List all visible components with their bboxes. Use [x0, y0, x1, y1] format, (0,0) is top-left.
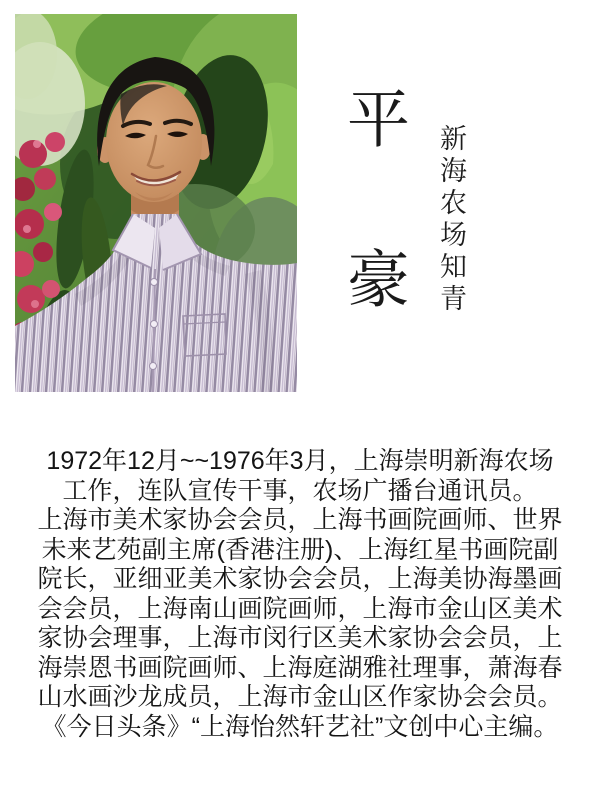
- bio-line: 上海市美术家协会会员，上海书画院画师、世界: [37, 506, 563, 534]
- bio-text: [0, 447, 600, 742]
- person-name: 平豪: [338, 86, 408, 406]
- bio-line: 工作，连队宣传干事，农场广播台通讯员。: [62, 476, 538, 505]
- bio-line: 院长，亚细亚美术家协会会员，上海美协海墨画: [37, 565, 563, 593]
- bio-line: 山水画沙龙成员，上海市金山区作家协会会员。: [37, 683, 563, 711]
- bio-line: 海崇恩书画院画师、上海庭湖雅社理事，萧海春: [37, 653, 563, 682]
- bio-line: 未来艺苑副主席(香港注册)、上海红星书画院副: [41, 535, 559, 564]
- bio-line: 会会员，上海南山画院画师，上海市金山区美术: [37, 594, 563, 623]
- portrait-photo: [15, 14, 297, 392]
- bio-line: 《今日头条》“上海怡然轩艺社”文创中心主编。: [41, 712, 559, 741]
- portrait-photo-illustration: [15, 14, 297, 392]
- bio-line: 1972年12月~~1976年3月，上海崇明新海农场: [46, 447, 554, 475]
- bio-line: 家协会理事，上海市闵行区美术家协会会员，上: [37, 624, 563, 652]
- person-subtitle: 新海农场知青: [436, 124, 466, 316]
